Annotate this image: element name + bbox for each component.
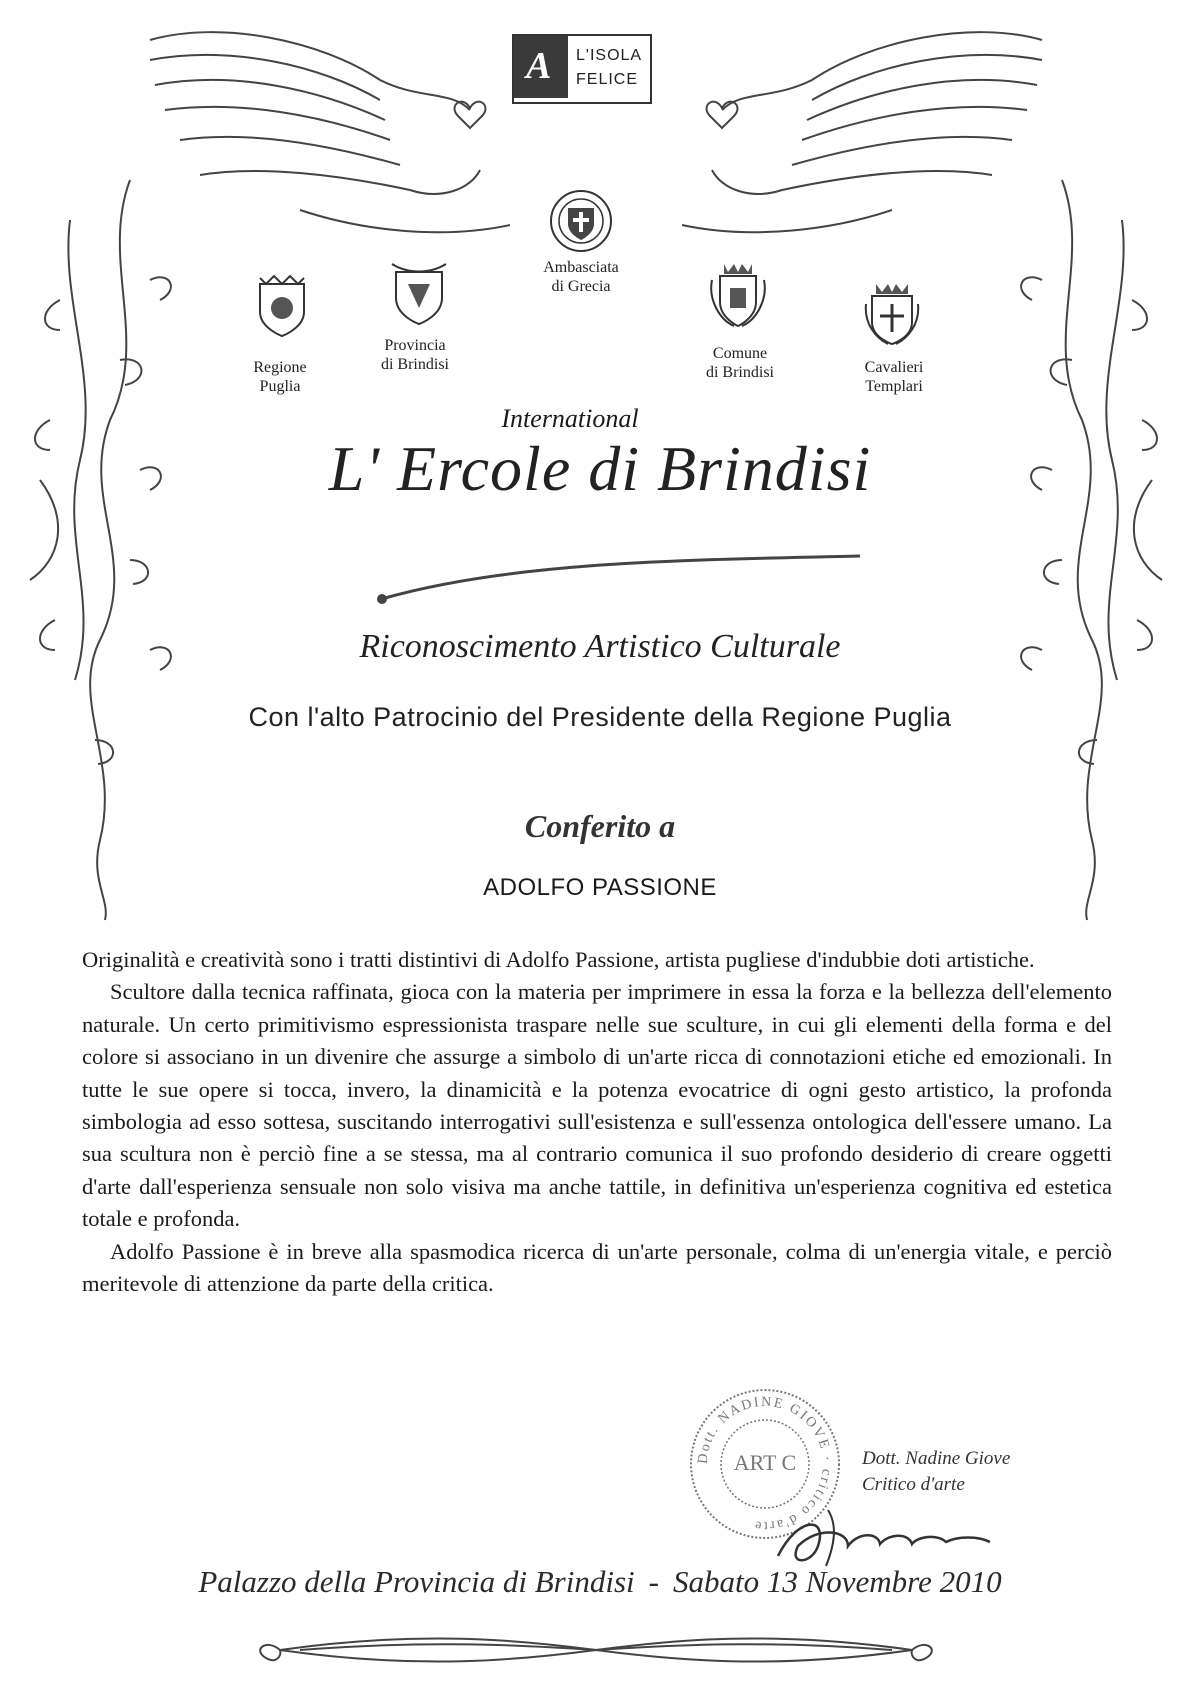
conferred-label: Conferito a bbox=[524, 808, 676, 844]
cavalieri-templari-crest-icon bbox=[862, 280, 922, 348]
stamp-ring-text: Dott. NADINE GIOVE · critico d'arte bbox=[695, 1394, 835, 1534]
logo-text bbox=[576, 44, 648, 92]
logo-line-1: L'ISOLA bbox=[576, 47, 643, 64]
emblem-label-templari-line1: Cavalieri bbox=[864, 359, 924, 376]
emblem-label-regione-line2: Puglia bbox=[259, 378, 301, 395]
comune-brindisi-crest-icon bbox=[706, 260, 770, 330]
emblem-label-provincia-line2: di Brindisi bbox=[380, 356, 449, 373]
citation-paragraph-2: Scultore dalla tecnica raffinata, gioca con la materia per imprimere in essa la forza e la bellezza dell'elemento naturale. Un certo primitivismo espressionista traspare nelle sue sculture, in cui gli elementi della forma e del colore si associano in un divenire che assurge a simbolo di un'arte ricca di connotazioni etiche ed emozionali. In tutte le sue opere si tocca, invero, la dinamicità e la potenza evocatrice di ogni gesto artistico, la profonda simbologia ad esso sottesa, suscitando interrogativi sull'esistenza e sull'essenza ontologica dell'essere umano. La sua scultura non è perciò fine a se stessa, ma al contrario comunica il suo profondo desiderio di creare oggetti d'arte dall'esperienza sensuale non solo visiva ma anche tattile, in definitiva un'esperienza cognitiva ed estetica totale e profonda. bbox=[82, 979, 1112, 1232]
regione-puglia-crest-icon bbox=[254, 274, 310, 340]
footer-date: Sabato 13 Novembre 2010 bbox=[672, 1564, 1002, 1599]
stamp-center-text: ART C bbox=[733, 1450, 797, 1475]
award-subtitle: Riconoscimento Artistico Culturale bbox=[359, 628, 841, 665]
emblem-label-comune-line2: di Brindisi bbox=[705, 364, 774, 381]
citation-paragraph-1: Originalità e creatività sono i tratti distintivi di Adolfo Passione, artista pugliese d'indubbie doti artistiche. bbox=[82, 947, 1035, 972]
isola-felice-mark-icon bbox=[514, 36, 568, 98]
footer-ornament bbox=[260, 1638, 932, 1661]
left-wing-ornament bbox=[150, 32, 510, 232]
emblem-label-comune-line1: Comune bbox=[712, 345, 768, 362]
right-vine-ornament bbox=[1021, 180, 1162, 920]
award-title: L' Ercole di Brindisi bbox=[328, 433, 872, 504]
provincia-brindisi-crest-icon bbox=[388, 258, 450, 328]
logo-line-2: FELICE bbox=[576, 71, 639, 88]
emblem-label-ambasciata-line2: di Grecia bbox=[551, 278, 611, 295]
logo-mark-letter: A bbox=[526, 45, 552, 87]
isola-felice-logo bbox=[512, 34, 652, 104]
patronage-line: Con l'alto Patrocinio del Presidente della Regione Puglia bbox=[248, 702, 952, 732]
emblem-label-provincia-line1: Provincia bbox=[384, 337, 446, 354]
italian-republic-emblem-icon bbox=[548, 188, 614, 254]
emblem-label-ambasciata-line1: Ambasciata bbox=[543, 259, 619, 276]
emblem-label-regione-line1: Regione bbox=[253, 359, 307, 376]
right-wing-ornament bbox=[682, 32, 1042, 232]
left-vine-ornament bbox=[30, 180, 171, 920]
signer-name: Dott. Nadine Giove bbox=[862, 1448, 1011, 1469]
recipient-name: ADOLFO PASSIONE bbox=[483, 874, 717, 901]
footer-separator: - bbox=[648, 1564, 659, 1599]
footer-venue-date bbox=[110, 1564, 1090, 1600]
citation-text bbox=[82, 944, 1112, 1300]
signer-role: Critico d'arte bbox=[862, 1474, 965, 1495]
international-label: International bbox=[501, 404, 639, 433]
footer-place: Palazzo della Provincia di Brindisi bbox=[198, 1564, 635, 1599]
citation-paragraph-3: Adolfo Passione è in breve alla spasmodica ricerca di un'arte personale, colma di un'energia vitale, e perciò meritevole di attenzione da parte della critica. bbox=[82, 1238, 1112, 1297]
title-swash bbox=[385, 556, 860, 598]
emblem-label-templari-line2: Templari bbox=[865, 378, 923, 395]
